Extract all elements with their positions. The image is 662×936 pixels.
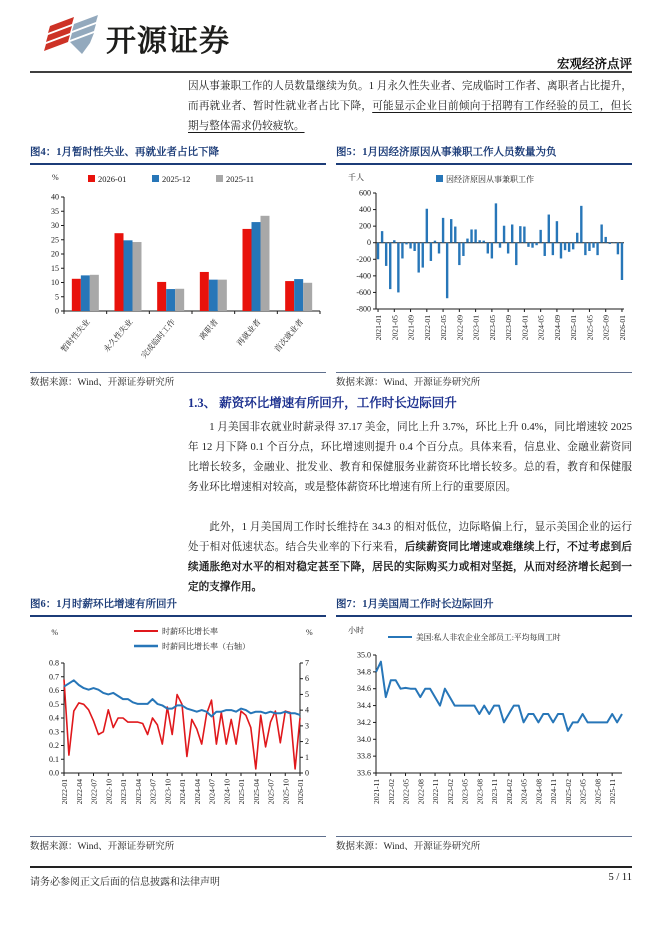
logo-text: 开源证券 <box>106 25 230 58</box>
svg-text:0: 0 <box>55 306 59 316</box>
svg-text:2022-08: 2022-08 <box>416 779 426 805</box>
svg-text:2: 2 <box>305 737 309 747</box>
svg-text:3: 3 <box>305 721 309 731</box>
svg-text:4: 4 <box>305 705 309 715</box>
fig5-bar <box>560 243 562 259</box>
text-segment: 1 月美国非农就业时薪录得 37.17 美金，同比上升 3.7%，环比上升 0.4%，同比增速较 2025 年 12 月下降 0.1 个百分点，环比增速则提升 0.4 个百分点。具体来看，信息业、金融业薪资同比增长较多，金融业、批发业、教育和保健服务业薪资环比增长较多。总的看，教育和保健服务业环比增速相对较高，或是整体薪资环比增速有所上行的重要原因。 <box>188 422 632 493</box>
footer-disclaimer: 请务必参阅正文后面的信息披露和法律声明 <box>30 877 220 888</box>
fig4-bar <box>243 229 252 311</box>
svg-text:2024-10: 2024-10 <box>222 779 232 805</box>
text-segment: 后续薪资同比增速或难继续上行，不过考虑到后续通胀绝对水平的相对稳定甚至下降，居民的实际购买力或相对坚挺，从而对经济增长起到一定的支撑作用。 <box>188 542 632 593</box>
fig5-bar <box>470 229 472 242</box>
svg-text:暂时性失业: 暂时性失业 <box>59 317 92 354</box>
svg-text:2022-11: 2022-11 <box>431 779 441 805</box>
fig5-bar <box>507 243 509 254</box>
footer-divider <box>30 866 632 868</box>
svg-text:2022-02: 2022-02 <box>386 779 396 805</box>
figure-5-chart <box>336 167 632 372</box>
fig5-bar <box>621 243 623 280</box>
svg-text:2021-05: 2021-05 <box>390 315 400 341</box>
fig5-bar <box>609 243 611 244</box>
svg-text:2022-01: 2022-01 <box>422 315 432 341</box>
svg-text:34.0: 34.0 <box>357 734 371 744</box>
svg-text:34.8: 34.8 <box>357 667 371 677</box>
fig5-bar <box>458 243 460 265</box>
figure-6-chart <box>30 619 326 836</box>
svg-text:2024-08: 2024-08 <box>534 779 544 805</box>
svg-text:2022-09: 2022-09 <box>455 315 465 341</box>
svg-text:2026-01: 2026-01 <box>617 315 627 341</box>
figure-7 <box>336 598 632 853</box>
fig4-y-unit: % <box>52 173 59 182</box>
figure-4-title: 图4：1月暂时性失业、再就业者占比下降 <box>30 146 326 165</box>
svg-text:34.4: 34.4 <box>357 701 371 711</box>
fig5-bar <box>438 243 440 254</box>
fig5-bar <box>564 243 566 250</box>
svg-text:2023-05: 2023-05 <box>460 779 470 805</box>
svg-text:6: 6 <box>305 674 309 684</box>
svg-text:2025-11: 2025-11 <box>608 779 618 805</box>
svg-text:2023-09: 2023-09 <box>504 315 514 341</box>
fig5-bar <box>548 215 550 243</box>
svg-text:2025-05: 2025-05 <box>578 779 588 805</box>
fig5-bar <box>491 243 493 259</box>
svg-text:2023-01: 2023-01 <box>119 779 128 805</box>
figure-6-title: 图6：1月时薪环比增速有所回升 <box>30 598 326 617</box>
svg-text:2024-02: 2024-02 <box>504 779 514 805</box>
fig5-bar <box>389 243 391 289</box>
intro-paragraph <box>188 77 632 137</box>
fig5-bar <box>539 230 541 243</box>
figure-5-source: 数据来源：Wind、开源证券研究所 <box>336 372 632 389</box>
svg-text:2026-01: 2026-01 <box>296 779 305 805</box>
svg-text:2024-01: 2024-01 <box>178 779 187 805</box>
report-type-label: 宏观经济点评 <box>556 57 632 71</box>
figure-5-title: 图5：1月因经济原因从事兼职工作人员数量为负 <box>336 146 632 165</box>
svg-text:美国:私人非农企业全部员工:平均每周工时: 美国:私人非农企业全部员工:平均每周工时 <box>416 633 561 642</box>
section-heading-1-3: 1.3、 薪资环比增速有所回升，工作时长边际回升 <box>188 396 457 410</box>
svg-text:2023-01: 2023-01 <box>471 315 481 341</box>
svg-text:2024-05: 2024-05 <box>536 315 546 341</box>
fig7-y-unit: 小时 <box>348 626 364 635</box>
svg-text:0.7: 0.7 <box>49 672 59 682</box>
svg-text:200: 200 <box>359 221 371 231</box>
svg-text:0: 0 <box>305 768 309 778</box>
fig5-bar <box>381 231 383 243</box>
fig5-bar <box>393 240 395 242</box>
figure-6 <box>30 598 326 853</box>
company-logo <box>36 12 236 67</box>
svg-text:0.1: 0.1 <box>49 754 59 764</box>
svg-text:因经济原因从事兼职工作: 因经济原因从事兼职工作 <box>446 175 534 184</box>
fig5-bar <box>523 227 525 243</box>
fig7-legend <box>388 632 561 642</box>
svg-text:10: 10 <box>51 278 59 287</box>
fig4-bar <box>175 289 184 311</box>
text-segment: 此外，1 月美国周工作时长维持在 34.3 的相对低位，边际略偏上行，显示美国企业的运行处于相对低速状态。结合失业率的下行来看， <box>188 522 632 553</box>
fig5-bar <box>487 243 489 254</box>
svg-text:2025-09: 2025-09 <box>601 315 611 341</box>
fig4-bar <box>218 280 227 311</box>
fig5-bar <box>527 243 529 247</box>
figure-7-source: 数据来源：Wind、开源证券研究所 <box>336 836 632 853</box>
fig5-bar <box>377 243 379 260</box>
svg-text:5: 5 <box>55 292 59 302</box>
body-paragraph-1 <box>188 418 632 498</box>
svg-text:33.6: 33.6 <box>357 768 371 778</box>
svg-text:600: 600 <box>359 188 371 198</box>
svg-text:-400: -400 <box>356 271 371 281</box>
svg-text:2026-01: 2026-01 <box>98 174 127 184</box>
svg-text:2025-02: 2025-02 <box>563 779 573 805</box>
fig5-bar <box>397 243 399 293</box>
svg-text:34.6: 34.6 <box>357 684 371 694</box>
svg-text:2024-04: 2024-04 <box>192 779 202 805</box>
fig5-y-unit: 千人 <box>348 173 364 182</box>
fig5-bar <box>568 243 570 252</box>
svg-text:1: 1 <box>305 752 309 762</box>
fig5-bar <box>600 224 602 242</box>
fig4-bar <box>200 272 209 311</box>
svg-text:2023-11: 2023-11 <box>490 779 500 805</box>
fig4-bar <box>133 242 142 311</box>
svg-text:再就业者: 再就业者 <box>235 317 263 348</box>
svg-text:完成临时工作: 完成临时工作 <box>139 317 178 361</box>
fig4-bar <box>81 275 90 311</box>
fig5-bar <box>405 243 407 245</box>
fig5-legend <box>436 174 534 184</box>
fig5-bar <box>556 221 558 243</box>
fig5-bar <box>515 243 517 265</box>
svg-text:2025-11: 2025-11 <box>226 174 255 184</box>
fig4-legend <box>88 174 254 184</box>
fig5-bar <box>442 218 444 243</box>
fig5-bar <box>576 233 578 243</box>
svg-text:%: % <box>51 628 58 637</box>
figure-6-plot <box>30 619 326 831</box>
svg-text:2021-09: 2021-09 <box>406 315 416 341</box>
svg-text:2023-07: 2023-07 <box>148 779 158 805</box>
body-paragraph-2 <box>188 518 632 598</box>
svg-text:35: 35 <box>51 206 59 216</box>
fig4-bar <box>303 283 312 311</box>
figure-7-plot <box>336 619 632 831</box>
fig4-bar <box>252 222 261 311</box>
svg-text:34.2: 34.2 <box>357 717 371 727</box>
svg-text:时薪同比增长率（右轴）: 时薪同比增长率（右轴） <box>162 642 250 651</box>
fig5-bar <box>519 226 521 243</box>
fig5-bar <box>544 243 546 256</box>
svg-text:2024-07: 2024-07 <box>207 779 217 805</box>
fig5-bar <box>572 243 574 250</box>
fig5-bar <box>617 243 619 255</box>
fig5-bar <box>401 243 403 259</box>
svg-text:永久性失业: 永久性失业 <box>101 317 135 354</box>
logo-graphic <box>36 12 236 62</box>
figure-4 <box>30 146 326 389</box>
fig5-bar <box>552 243 554 255</box>
svg-text:2022-07: 2022-07 <box>89 779 99 805</box>
svg-text:2024-05: 2024-05 <box>519 779 529 805</box>
svg-text:2021-01: 2021-01 <box>374 315 384 341</box>
svg-text:-600: -600 <box>356 287 371 297</box>
fig7-series <box>376 662 622 731</box>
logo-emblem-icon <box>44 15 98 54</box>
fig5-bar <box>417 243 419 273</box>
svg-text:2022-10: 2022-10 <box>104 779 114 805</box>
header-divider <box>30 71 632 73</box>
fig4-bar <box>72 279 81 311</box>
figure-row-2 <box>30 598 632 853</box>
fig5-bar <box>385 243 387 266</box>
fig5-bar <box>409 243 411 249</box>
fig5-bar <box>503 226 505 243</box>
figure-7-chart <box>336 619 632 836</box>
fig4-bar <box>157 282 166 311</box>
fig5-bar <box>413 243 415 251</box>
fig5-bar <box>434 241 436 243</box>
fig5-bar <box>426 209 428 243</box>
svg-text:0.8: 0.8 <box>49 658 59 668</box>
fig5-bar <box>454 227 456 243</box>
svg-text:35.0: 35.0 <box>357 650 371 660</box>
svg-text:2023-02: 2023-02 <box>445 779 455 805</box>
text-segment: 可能显示企业目前倾向于招聘有工作经验的员工，但长期与整体需求仍较疲软。 <box>188 101 633 132</box>
fig5-bar <box>535 243 537 245</box>
svg-text:时薪环比增长率: 时薪环比增长率 <box>162 627 218 636</box>
svg-text:2025-01: 2025-01 <box>237 779 246 805</box>
svg-text:离职者: 离职者 <box>197 317 220 342</box>
fig4-bar <box>285 281 294 311</box>
page-number: 5 / 11 <box>608 872 632 883</box>
svg-text:2021-11: 2021-11 <box>372 779 381 805</box>
svg-text:2025-08: 2025-08 <box>593 779 603 805</box>
svg-text:2025-10: 2025-10 <box>281 779 291 805</box>
svg-text:2022-04: 2022-04 <box>74 779 84 805</box>
fig5-bar <box>478 240 480 242</box>
svg-text:25: 25 <box>51 235 59 245</box>
fig5-bar <box>588 243 590 251</box>
figure-4-chart <box>30 167 326 372</box>
svg-text:0.2: 0.2 <box>49 741 59 750</box>
fig4-bar <box>261 216 270 311</box>
svg-text:2022-05: 2022-05 <box>439 315 449 341</box>
figure-4-plot <box>30 167 326 367</box>
svg-text:2025-07: 2025-07 <box>266 779 276 805</box>
svg-text:2022-01: 2022-01 <box>60 779 69 805</box>
fig4-bar <box>166 289 175 311</box>
svg-text:2025-05: 2025-05 <box>585 315 595 341</box>
svg-text:-800: -800 <box>356 304 371 314</box>
svg-text:%: % <box>306 628 313 637</box>
svg-text:2024-11: 2024-11 <box>549 779 559 805</box>
fig4-bar <box>124 240 133 311</box>
fig5-bar <box>531 243 533 248</box>
figure-5 <box>336 146 632 389</box>
fig5-bar <box>462 243 464 256</box>
svg-text:2023-05: 2023-05 <box>487 315 497 341</box>
fig4-bar <box>90 275 99 311</box>
fig5-bar <box>483 241 485 243</box>
svg-text:2022-05: 2022-05 <box>401 779 411 805</box>
fig5-bar <box>499 243 501 248</box>
figure-4-source: 数据来源：Wind、开源证券研究所 <box>30 372 326 389</box>
fig5-bar <box>495 203 497 242</box>
svg-text:2023-04: 2023-04 <box>133 779 143 805</box>
fig5-bar <box>592 243 594 248</box>
fig5-bar <box>466 239 468 243</box>
svg-text:0.6: 0.6 <box>49 686 59 695</box>
fig5-bar <box>596 243 598 255</box>
svg-text:15: 15 <box>51 263 59 273</box>
svg-text:2023-08: 2023-08 <box>475 779 485 805</box>
svg-text:2024-09: 2024-09 <box>552 315 562 341</box>
svg-text:0: 0 <box>367 238 371 248</box>
svg-text:40: 40 <box>51 192 59 202</box>
svg-text:20: 20 <box>51 249 59 259</box>
svg-text:0.5: 0.5 <box>49 699 59 709</box>
fig5-bar <box>450 219 452 243</box>
fig5-bar <box>605 237 607 243</box>
fig5-bar <box>584 243 586 255</box>
svg-text:0.0: 0.0 <box>49 768 59 778</box>
svg-text:2025-01: 2025-01 <box>569 315 579 341</box>
svg-text:2024-01: 2024-01 <box>520 315 530 341</box>
text-segment: 因从事兼职工作的人员数量继续为负。1 月永久性失业者、完成临时工作者、离职者占比提升，而再就业者、暂时性就业者占比下降， <box>188 81 632 112</box>
figure-5-plot <box>336 167 632 367</box>
svg-text:2023-10: 2023-10 <box>163 779 173 805</box>
fig6-series <box>64 680 300 769</box>
fig6-legend <box>134 626 250 651</box>
svg-text:2025-12: 2025-12 <box>162 174 191 184</box>
svg-text:400: 400 <box>359 205 371 215</box>
fig4-bar <box>115 233 124 311</box>
svg-text:7: 7 <box>305 658 309 668</box>
svg-text:30: 30 <box>51 221 59 230</box>
fig5-bar <box>511 224 513 242</box>
svg-text:-200: -200 <box>356 254 371 264</box>
svg-text:33.8: 33.8 <box>357 751 371 761</box>
fig5-bar <box>474 229 476 242</box>
fig5-bar <box>446 243 448 299</box>
fig4-bar <box>209 280 218 311</box>
svg-text:首次就业者: 首次就业者 <box>272 317 306 354</box>
figure-7-title: 图7：1月美国周工作时长边际回升 <box>336 598 632 617</box>
svg-text:0.3: 0.3 <box>49 727 59 737</box>
svg-text:0.4: 0.4 <box>49 713 59 723</box>
fig5-bar <box>430 243 432 261</box>
fig5-bar <box>580 206 582 243</box>
svg-text:2025-04: 2025-04 <box>251 779 261 805</box>
svg-text:5: 5 <box>305 689 309 699</box>
fig5-bar <box>422 243 424 268</box>
figure-6-source: 数据来源：Wind、开源证券研究所 <box>30 836 326 853</box>
fig4-bar <box>294 279 303 311</box>
figure-row-1 <box>30 146 632 389</box>
